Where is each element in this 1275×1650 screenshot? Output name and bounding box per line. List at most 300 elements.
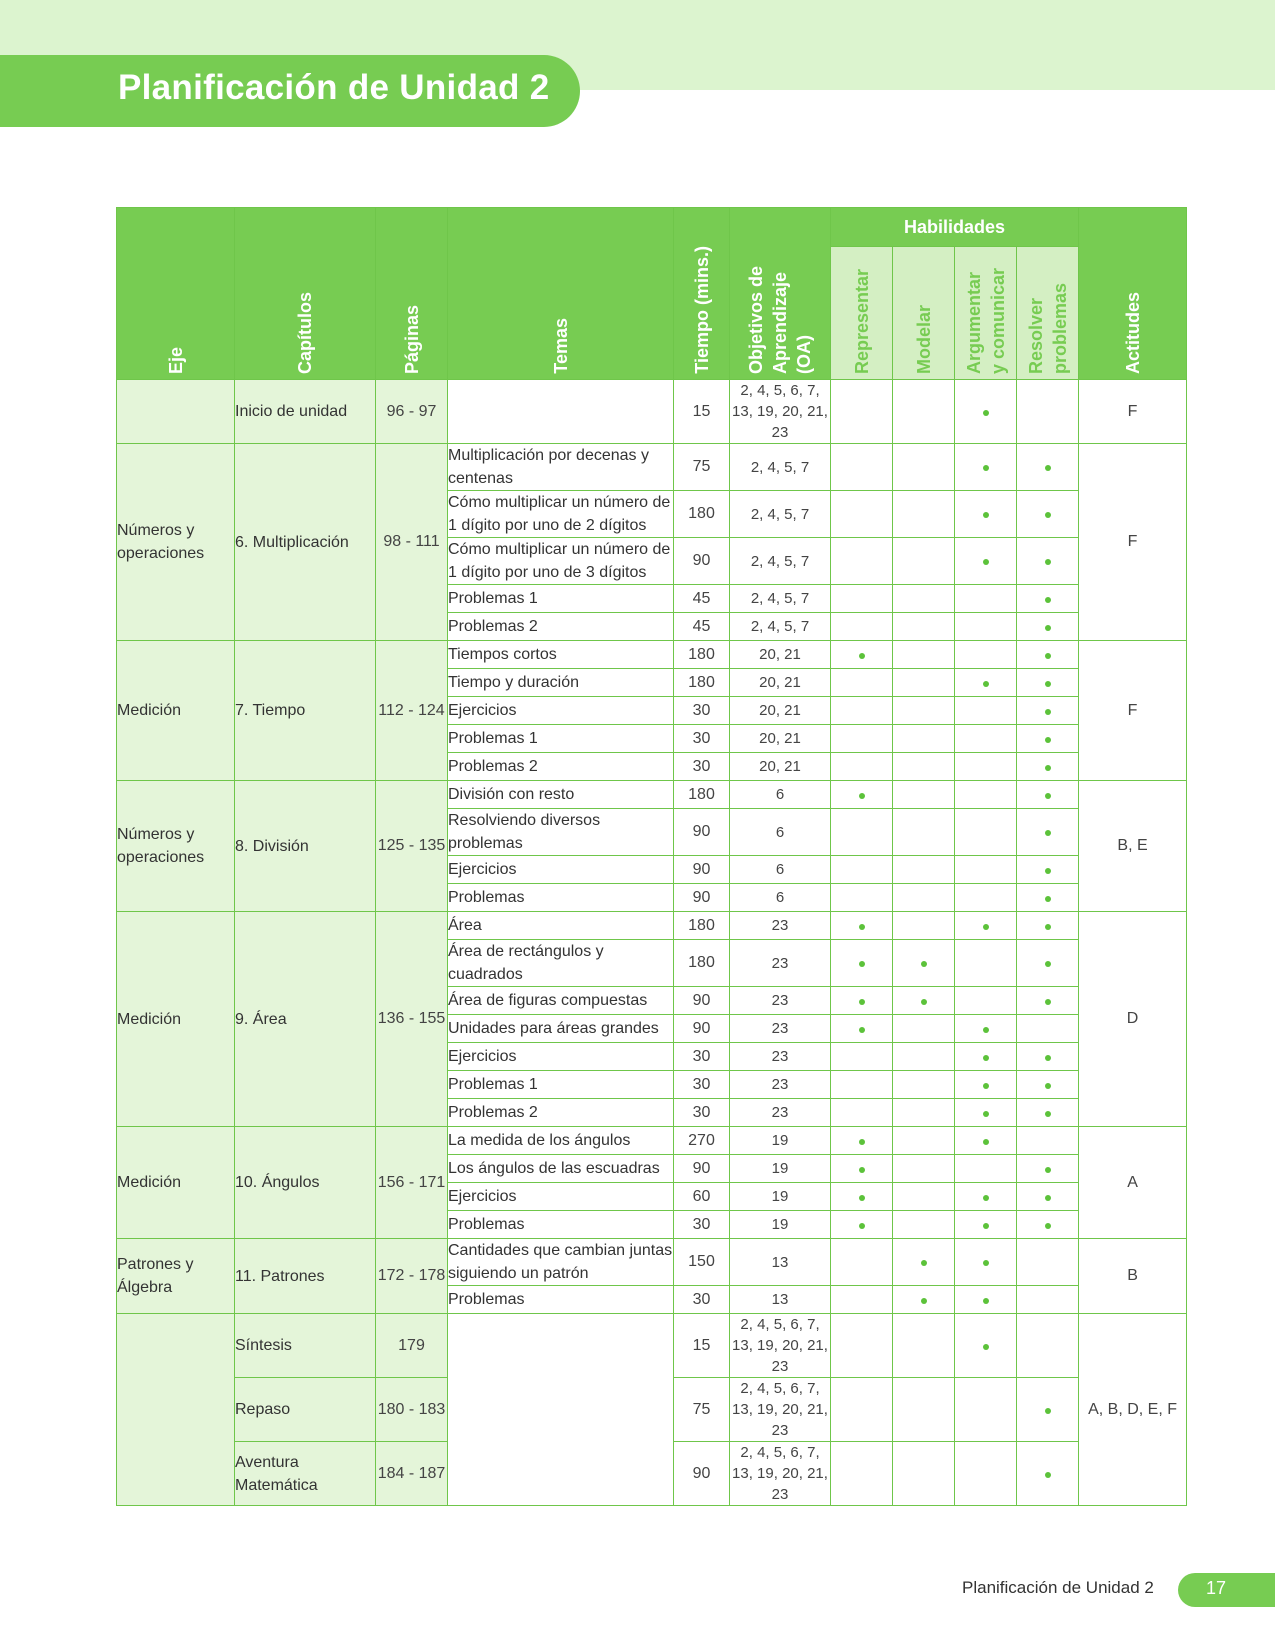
modelar-cell [893, 669, 955, 697]
tiempo-cell: 45 [674, 585, 730, 613]
resolver-cell [1017, 1239, 1079, 1286]
tiempo-cell: 90 [674, 987, 730, 1015]
page-number-pill [1178, 1573, 1275, 1607]
header-representar: Representar [831, 247, 893, 380]
skill-dot [983, 681, 989, 687]
oa-cell: 2, 4, 5, 6, 7, 13, 19, 20, 21, 23 [730, 380, 831, 444]
tema-cell: Cómo multiplicar un número de 1 dígito por uno de 2 dígitos [448, 491, 674, 538]
skill-dot [983, 1027, 989, 1033]
representar-cell [831, 538, 893, 585]
skill-dot [1045, 793, 1051, 799]
skill-dot [1045, 653, 1051, 659]
actitudes-cell: F [1079, 444, 1187, 641]
argumentar-cell [955, 1099, 1017, 1127]
skill-dot [1045, 512, 1051, 518]
tema-cell: Problemas [448, 1286, 674, 1314]
argumentar-cell [955, 697, 1017, 725]
table-row [117, 781, 1187, 809]
skill-dot [1045, 1408, 1051, 1414]
representar-cell [831, 641, 893, 669]
argumentar-cell [955, 781, 1017, 809]
oa-cell: 19 [730, 1127, 831, 1155]
resolver-cell [1017, 1442, 1079, 1506]
paginas-cell: 180 - 183 [376, 1378, 448, 1442]
header-actitudes: Actitudes [1079, 208, 1187, 380]
paginas-cell: 179 [376, 1314, 448, 1378]
modelar-cell [893, 1442, 955, 1506]
tiempo-cell: 90 [674, 1015, 730, 1043]
tiempo-cell: 15 [674, 380, 730, 444]
resolver-cell [1017, 613, 1079, 641]
representar-cell [831, 1043, 893, 1071]
oa-cell: 23 [730, 1015, 831, 1043]
skill-dot [983, 1055, 989, 1061]
tiempo-cell: 15 [674, 1314, 730, 1378]
representar-cell [831, 856, 893, 884]
paginas-cell: 112 - 124 [376, 641, 448, 781]
modelar-cell [893, 641, 955, 669]
argumentar-cell [955, 884, 1017, 912]
resolver-cell [1017, 444, 1079, 491]
modelar-cell [893, 753, 955, 781]
representar-cell [831, 753, 893, 781]
modelar-cell [893, 1314, 955, 1378]
skill-dot [921, 961, 927, 967]
representar-cell [831, 1071, 893, 1099]
modelar-cell [893, 884, 955, 912]
argumentar-cell [955, 856, 1017, 884]
tiempo-cell: 90 [674, 856, 730, 884]
tiempo-cell: 90 [674, 884, 730, 912]
oa-cell: 19 [730, 1183, 831, 1211]
modelar-cell [893, 444, 955, 491]
skill-dot [1045, 961, 1051, 967]
skill-dot [1045, 1167, 1051, 1173]
resolver-cell [1017, 538, 1079, 585]
actitudes-cell: A [1079, 1127, 1187, 1239]
resolver-cell [1017, 1155, 1079, 1183]
table-row [117, 444, 1187, 491]
skill-dot [1045, 625, 1051, 631]
skill-dot [983, 559, 989, 565]
resolver-cell [1017, 1378, 1079, 1442]
skill-dot [859, 793, 865, 799]
resolver-cell [1017, 725, 1079, 753]
modelar-cell [893, 1071, 955, 1099]
argumentar-cell [955, 809, 1017, 856]
tiempo-cell: 90 [674, 1442, 730, 1506]
representar-cell [831, 1442, 893, 1506]
tema-cell: Problemas [448, 884, 674, 912]
header-capitulos: Capítulos [235, 208, 376, 380]
modelar-cell [893, 1239, 955, 1286]
tema-cell: Área [448, 912, 674, 940]
skill-dot [859, 1027, 865, 1033]
actitudes-cell: F [1079, 641, 1187, 781]
argumentar-cell [955, 1378, 1017, 1442]
paginas-cell: 98 - 111 [376, 444, 448, 641]
representar-cell [831, 380, 893, 444]
oa-cell: 20, 21 [730, 725, 831, 753]
skill-dot [983, 465, 989, 471]
representar-cell [831, 1314, 893, 1378]
tiempo-cell: 90 [674, 809, 730, 856]
skill-dot [983, 1223, 989, 1229]
skill-dot [1045, 1195, 1051, 1201]
tema-cell: Problemas 1 [448, 725, 674, 753]
oa-cell: 2, 4, 5, 7 [730, 585, 831, 613]
skill-dot [983, 1083, 989, 1089]
modelar-cell [893, 380, 955, 444]
oa-cell: 13 [730, 1286, 831, 1314]
argumentar-cell [955, 444, 1017, 491]
skill-dot [1045, 896, 1051, 902]
oa-cell: 19 [730, 1211, 831, 1239]
tema-cell: Multiplicación por decenas y centenas [448, 444, 674, 491]
skill-dot [859, 1167, 865, 1173]
representar-cell [831, 491, 893, 538]
oa-cell: 2, 4, 5, 6, 7, 13, 19, 20, 21, 23 [730, 1442, 831, 1506]
modelar-cell [893, 781, 955, 809]
paginas-cell: 125 - 135 [376, 781, 448, 912]
tema-cell: Ejercicios [448, 1183, 674, 1211]
resolver-cell [1017, 987, 1079, 1015]
table-row [117, 380, 1187, 444]
tema-cell [448, 380, 674, 444]
tiempo-cell: 75 [674, 444, 730, 491]
representar-cell [831, 1127, 893, 1155]
argumentar-cell [955, 1127, 1017, 1155]
tiempo-cell: 90 [674, 538, 730, 585]
representar-cell [831, 1183, 893, 1211]
argumentar-cell [955, 725, 1017, 753]
tiempo-cell: 30 [674, 1286, 730, 1314]
header-modelar: Modelar [893, 247, 955, 380]
tema-cell: Área de rectángulos y cuadrados [448, 940, 674, 987]
modelar-cell [893, 912, 955, 940]
skill-dot [1045, 681, 1051, 687]
oa-cell: 23 [730, 987, 831, 1015]
oa-cell: 23 [730, 1043, 831, 1071]
modelar-cell [893, 809, 955, 856]
oa-cell: 19 [730, 1155, 831, 1183]
tiempo-cell: 30 [674, 725, 730, 753]
skill-dot [1045, 1055, 1051, 1061]
tiempo-cell: 270 [674, 1127, 730, 1155]
resolver-cell [1017, 641, 1079, 669]
skill-dot [1045, 559, 1051, 565]
oa-cell: 23 [730, 940, 831, 987]
eje-cell: Números y operaciones [117, 444, 235, 641]
resolver-cell [1017, 753, 1079, 781]
representar-cell [831, 912, 893, 940]
header-argumentar: Argumentar y comunicar [955, 247, 1017, 380]
resolver-cell [1017, 697, 1079, 725]
argumentar-cell [955, 940, 1017, 987]
oa-cell: 6 [730, 856, 831, 884]
capitulo-cell: 10. Ángulos [235, 1127, 376, 1239]
tiempo-cell: 180 [674, 669, 730, 697]
eje-cell: Medición [117, 912, 235, 1127]
tiempo-cell: 30 [674, 1099, 730, 1127]
skill-dot [1045, 868, 1051, 874]
tema-cell: La medida de los ángulos [448, 1127, 674, 1155]
resolver-cell [1017, 1127, 1079, 1155]
eje-cell: Medición [117, 1127, 235, 1239]
skill-dot [1045, 1472, 1051, 1478]
header-temas: Temas [448, 208, 674, 380]
modelar-cell [893, 1127, 955, 1155]
footer-label: Planificación de Unidad 2 [962, 1578, 1154, 1597]
header-habilidades: Habilidades [831, 208, 1079, 247]
header-paginas: Páginas [376, 208, 448, 380]
argumentar-cell [955, 1239, 1017, 1286]
actitudes-cell: A, B, D, E, F [1079, 1314, 1187, 1506]
skill-dot [1045, 1223, 1051, 1229]
capitulo-cell: 9. Área [235, 912, 376, 1127]
tiempo-cell: 45 [674, 613, 730, 641]
tema-cell: Cómo multiplicar un número de 1 dígito por uno de 3 dígitos [448, 538, 674, 585]
tiempo-cell: 180 [674, 641, 730, 669]
argumentar-cell [955, 1043, 1017, 1071]
skill-dot [859, 924, 865, 930]
oa-cell: 2, 4, 5, 6, 7, 13, 19, 20, 21, 23 [730, 1378, 831, 1442]
oa-cell: 23 [730, 1099, 831, 1127]
modelar-cell [893, 725, 955, 753]
skill-dot [859, 1139, 865, 1145]
eje-cell: Patrones y Álgebra [117, 1239, 235, 1314]
tiempo-cell: 30 [674, 1211, 730, 1239]
skill-dot [983, 1139, 989, 1145]
skill-dot [921, 1260, 927, 1266]
modelar-cell [893, 1015, 955, 1043]
resolver-cell [1017, 380, 1079, 444]
representar-cell [831, 940, 893, 987]
tema-cell: Ejercicios [448, 697, 674, 725]
argumentar-cell [955, 987, 1017, 1015]
representar-cell [831, 1378, 893, 1442]
skill-dot [983, 1298, 989, 1304]
skill-dot [1045, 830, 1051, 836]
skill-dot [983, 410, 989, 416]
page-title: Planificación de Unidad 2 [118, 68, 550, 107]
tema-cell: Resolviendo diversos problemas [448, 809, 674, 856]
oa-cell: 20, 21 [730, 753, 831, 781]
argumentar-cell [955, 1183, 1017, 1211]
tema-cell: Tiempo y duración [448, 669, 674, 697]
tiempo-cell: 60 [674, 1183, 730, 1211]
modelar-cell [893, 856, 955, 884]
resolver-cell [1017, 491, 1079, 538]
resolver-cell [1017, 1211, 1079, 1239]
tema-cell: División con resto [448, 781, 674, 809]
tema-cell: Cantidades que cambian juntas siguiendo un patrón [448, 1239, 674, 1286]
tema-cell: Unidades para áreas grandes [448, 1015, 674, 1043]
table-body [117, 380, 1187, 1506]
capitulo-cell: Repaso [235, 1378, 376, 1442]
resolver-cell [1017, 856, 1079, 884]
representar-cell [831, 613, 893, 641]
representar-cell [831, 987, 893, 1015]
capitulo-cell: Síntesis [235, 1314, 376, 1378]
modelar-cell [893, 940, 955, 987]
modelar-cell [893, 1183, 955, 1211]
representar-cell [831, 444, 893, 491]
oa-cell: 20, 21 [730, 641, 831, 669]
oa-cell: 13 [730, 1239, 831, 1286]
eje-cell: Medición [117, 641, 235, 781]
oa-cell: 6 [730, 781, 831, 809]
skill-dot [1045, 737, 1051, 743]
table-row [117, 641, 1187, 669]
tema-cell: Problemas [448, 1211, 674, 1239]
tiempo-cell: 150 [674, 1239, 730, 1286]
resolver-cell [1017, 1015, 1079, 1043]
modelar-cell [893, 1286, 955, 1314]
oa-cell: 20, 21 [730, 697, 831, 725]
tiempo-cell: 30 [674, 1071, 730, 1099]
skill-dot [859, 1223, 865, 1229]
representar-cell [831, 809, 893, 856]
oa-cell: 2, 4, 5, 6, 7, 13, 19, 20, 21, 23 [730, 1314, 831, 1378]
skill-dot [859, 653, 865, 659]
modelar-cell [893, 585, 955, 613]
oa-cell: 6 [730, 809, 831, 856]
table-row [117, 912, 1187, 940]
argumentar-cell [955, 1442, 1017, 1506]
tiempo-cell: 180 [674, 912, 730, 940]
paginas-cell: 184 - 187 [376, 1442, 448, 1506]
resolver-cell [1017, 1286, 1079, 1314]
tiempo-cell: 180 [674, 781, 730, 809]
argumentar-cell [955, 585, 1017, 613]
tema-cell: Ejercicios [448, 856, 674, 884]
representar-cell [831, 781, 893, 809]
argumentar-cell [955, 1155, 1017, 1183]
skill-dot [983, 924, 989, 930]
eje-cell [117, 1314, 235, 1506]
representar-cell [831, 1286, 893, 1314]
tiempo-cell: 180 [674, 940, 730, 987]
skill-dot [1045, 1111, 1051, 1117]
oa-cell: 20, 21 [730, 669, 831, 697]
header-resolver: Resolver problemas [1017, 247, 1079, 380]
representar-cell [831, 1239, 893, 1286]
tema-cell: Área de figuras compuestas [448, 987, 674, 1015]
skill-dot [983, 1195, 989, 1201]
oa-cell: 23 [730, 1071, 831, 1099]
oa-cell: 2, 4, 5, 7 [730, 491, 831, 538]
skill-dot [859, 999, 865, 1005]
resolver-cell [1017, 1043, 1079, 1071]
capitulo-cell: Inicio de unidad [235, 380, 376, 444]
resolver-cell [1017, 781, 1079, 809]
tema-cell: Ejercicios [448, 1043, 674, 1071]
tema-cell: Problemas 1 [448, 585, 674, 613]
resolver-cell [1017, 1183, 1079, 1211]
skill-dot [983, 1344, 989, 1350]
tema-cell: Los ángulos de las escuadras [448, 1155, 674, 1183]
tema-cell [448, 1314, 674, 1506]
representar-cell [831, 697, 893, 725]
tema-cell: Problemas 2 [448, 613, 674, 641]
capitulo-cell: 7. Tiempo [235, 641, 376, 781]
argumentar-cell [955, 1071, 1017, 1099]
modelar-cell [893, 1211, 955, 1239]
tema-cell: Tiempos cortos [448, 641, 674, 669]
representar-cell [831, 725, 893, 753]
resolver-cell [1017, 669, 1079, 697]
skill-dot [1045, 1083, 1051, 1089]
actitudes-cell: B [1079, 1239, 1187, 1314]
argumentar-cell [955, 491, 1017, 538]
oa-cell: 2, 4, 5, 7 [730, 444, 831, 491]
table-row [117, 1314, 1187, 1378]
paginas-cell: 96 - 97 [376, 380, 448, 444]
representar-cell [831, 1155, 893, 1183]
tiempo-cell: 180 [674, 491, 730, 538]
argumentar-cell [955, 641, 1017, 669]
actitudes-cell: B, E [1079, 781, 1187, 912]
representar-cell [831, 669, 893, 697]
resolver-cell [1017, 940, 1079, 987]
skill-dot [983, 1111, 989, 1117]
modelar-cell [893, 538, 955, 585]
argumentar-cell [955, 753, 1017, 781]
skill-dot [921, 1298, 927, 1304]
oa-cell: 23 [730, 912, 831, 940]
skill-dot [921, 999, 927, 1005]
oa-cell: 2, 4, 5, 7 [730, 613, 831, 641]
argumentar-cell [955, 538, 1017, 585]
argumentar-cell [955, 1211, 1017, 1239]
resolver-cell [1017, 912, 1079, 940]
paginas-cell: 136 - 155 [376, 912, 448, 1127]
representar-cell [831, 1099, 893, 1127]
representar-cell [831, 585, 893, 613]
modelar-cell [893, 613, 955, 641]
argumentar-cell [955, 380, 1017, 444]
oa-cell: 2, 4, 5, 7 [730, 538, 831, 585]
tiempo-cell: 30 [674, 753, 730, 781]
skill-dot [859, 1195, 865, 1201]
skill-dot [1045, 924, 1051, 930]
modelar-cell [893, 1099, 955, 1127]
tema-cell: Problemas 1 [448, 1071, 674, 1099]
representar-cell [831, 1015, 893, 1043]
modelar-cell [893, 1043, 955, 1071]
skill-dot [1045, 765, 1051, 771]
capitulo-cell: Aventura Matemática [235, 1442, 376, 1506]
skill-dot [983, 512, 989, 518]
oa-cell: 6 [730, 884, 831, 912]
paginas-cell: 172 - 178 [376, 1239, 448, 1314]
argumentar-cell [955, 1015, 1017, 1043]
representar-cell [831, 1211, 893, 1239]
actitudes-cell: D [1079, 912, 1187, 1127]
paginas-cell: 156 - 171 [376, 1127, 448, 1239]
resolver-cell [1017, 884, 1079, 912]
argumentar-cell [955, 613, 1017, 641]
table-row [117, 1239, 1187, 1286]
modelar-cell [893, 987, 955, 1015]
skill-dot [1045, 597, 1051, 603]
argumentar-cell [955, 1286, 1017, 1314]
argumentar-cell [955, 1314, 1017, 1378]
planning-table [116, 207, 1187, 1506]
representar-cell [831, 884, 893, 912]
tema-cell: Problemas 2 [448, 753, 674, 781]
